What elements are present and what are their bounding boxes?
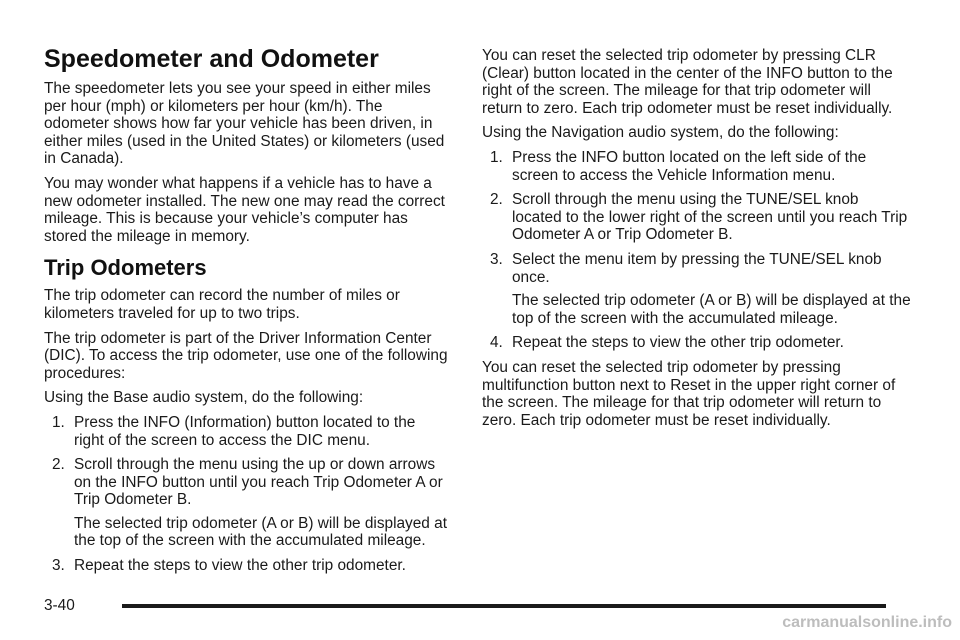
step-number: 1.: [490, 148, 503, 166]
list-item: [44, 456, 449, 550]
paragraph: The speedometer lets you see your speed in either miles per hour (mph) or kilometers per hour (km/h). The odometer shows how far your vehicle has been driven, in either miles (used in the United States) or kilometers (used in Canada).: [44, 80, 445, 168]
step-number: 2.: [490, 191, 503, 209]
list-item: [482, 191, 912, 244]
step-text: Press the INFO button located on the left side of the screen to access the Vehicle Information menu.: [512, 148, 867, 184]
left-column: [44, 44, 449, 582]
paragraph: You can reset the selected trip odometer by pressing multifunction button next to Reset in the upper right corner of the screen. The mileage for that trip odometer will return to zero. Each trip odometer must be reset individually.: [482, 358, 896, 429]
step-note: The selected trip odometer (A or B) will be displayed at the top of the screen with the accumulated mileage.: [74, 514, 447, 550]
list-item: [482, 334, 912, 352]
step-text: Scroll through the menu using the up or down arrows on the INFO button until you reach Trip Odometer A or Trip Odometer B.: [74, 456, 443, 509]
list-item: [482, 251, 912, 327]
step-number: 1.: [52, 413, 65, 431]
step-text: Repeat the steps to view the other trip odometer.: [512, 334, 844, 352]
step-number: 2.: [52, 456, 65, 474]
step-number: 3.: [490, 250, 503, 268]
step-note: The selected trip odometer (A or B) will be displayed at the top of the screen with the accumulated mileage.: [512, 292, 911, 327]
page-number: 3-40: [44, 597, 75, 614]
watermark: carmanualsonline.info: [782, 614, 952, 631]
paragraph: The trip odometer is part of the Driver Information Center (DIC). To access the trip odometer, use one of the following procedures:: [44, 329, 448, 382]
list-item: [44, 557, 449, 575]
step-number: 4.: [490, 334, 503, 352]
paragraph: The trip odometer can record the number of miles or kilometers traveled for up to two trips.: [44, 287, 400, 322]
right-column: [482, 47, 912, 436]
paragraph: Using the Base audio system, do the following:: [44, 389, 364, 407]
paragraph: You may wonder what happens if a vehicle has to have a new odometer installed. The new one may read the correct mileage. This is because your vehicle’s computer has stored the mileage in memory.: [44, 174, 445, 245]
footer-rule: [122, 604, 886, 608]
step-text: Select the menu item by pressing the TUNE/SEL knob once.: [512, 250, 882, 286]
paragraph: Using the Navigation audio system, do the following:: [482, 124, 839, 142]
paragraph: You can reset the selected trip odometer by pressing CLR (Clear) button located in the center of the INFO button to the right of the screen. The mileage for that trip odometer will return to zero. Each trip odometer must be reset individually.: [482, 47, 893, 117]
step-number: 3.: [52, 557, 65, 575]
step-text: Repeat the steps to view the other trip odometer.: [74, 557, 406, 575]
base-audio-steps: [44, 414, 449, 575]
section-heading-trip-odometers: Trip Odometers: [44, 255, 207, 281]
navigation-audio-steps: [482, 149, 912, 352]
list-item: [482, 149, 912, 184]
step-text: Scroll through the menu using the TUNE/SEL knob located to the lower right of the screen until you reach Trip Odometer A or Trip Odometer B.: [512, 191, 908, 244]
list-item: [44, 414, 449, 449]
section-heading-speedometer: Speedometer and Odometer: [44, 45, 379, 73]
step-text: Press the INFO (Information) button located to the right of the screen to access the DIC menu.: [74, 413, 416, 449]
page-footer: [44, 596, 886, 616]
